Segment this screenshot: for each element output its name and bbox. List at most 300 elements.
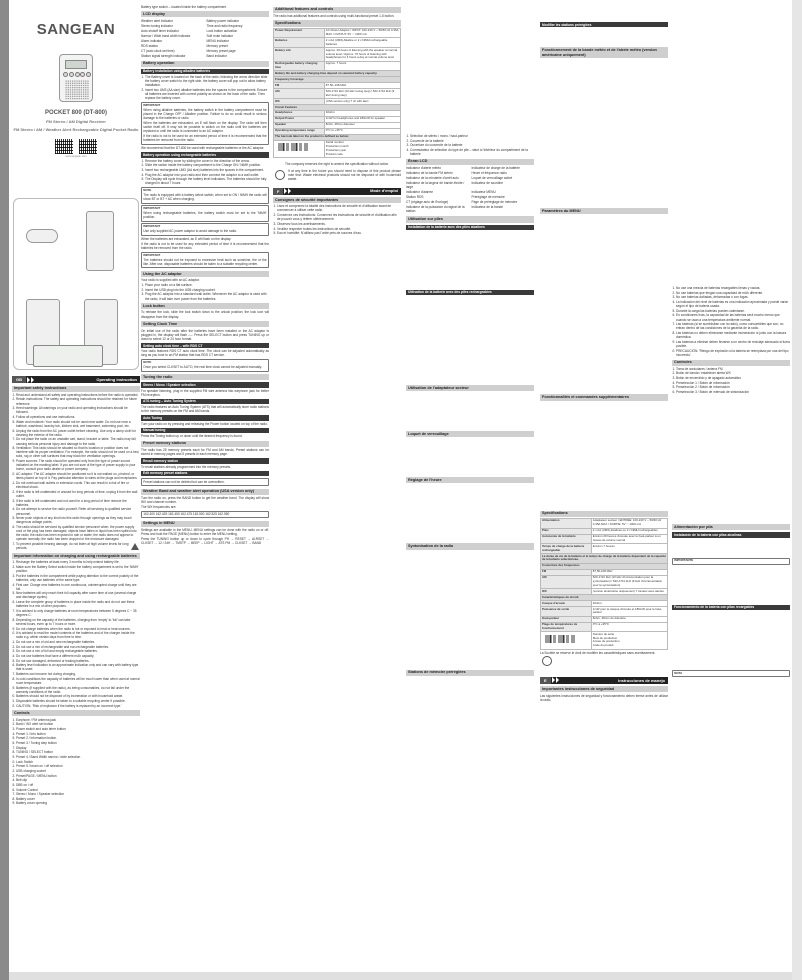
paragraph: The WX frequencies are:	[141, 505, 177, 510]
list-item: 2. Insert the USB plug into the USB charging socket.	[145, 288, 269, 292]
table-row: Alimentation Adaptateur secteur / ENTRÉE: 100-240 V ~ 50/60 Hz 0,35A MAX / SORTIE: 5V ⎓ 1000 mA	[541, 518, 668, 528]
section-title-fr-lock: Loquet de verrouillage	[406, 431, 534, 437]
list-item: 2. Insert two UM3 (AA size) alkaline batteries into the spaces in the compartment. Ensure all batteries are inserted with correct polarity as shown on the back of the radio. Then replace the battery cover.	[145, 88, 269, 100]
radio-product-image	[59, 54, 93, 102]
note-text: The radio is equipped with a battery select switch; when set to ON / NiMH the radio will show BT or BT + AC when charging.	[143, 193, 267, 202]
list-item: 18. Battery cover	[16, 797, 140, 801]
weee-recycling-icon	[275, 170, 285, 180]
paragraph: Your radio is supplied with an AC adaptor.	[141, 278, 200, 283]
list-item: 8. Ventilation: This radio should be situated so that its location or position does not interfere with its proper ventilation. For example, the radio should not be used on a bed, sofa, rug or other soft surfaces that may block the ventilation openings.	[16, 446, 140, 458]
list-item: Indicateur de la bande FM stéréo	[406, 171, 453, 176]
table-row: Puissance de sortie 1mW pour le casque d'écoute et 180mW pour le haut-parleur	[541, 606, 668, 616]
radio-top-view-icon	[26, 229, 58, 243]
list-item: Indicateur d'alerte météo	[406, 166, 441, 171]
list-item: Page de préréglage de mémoire	[471, 200, 518, 205]
barcode-part: Production year	[325, 147, 347, 152]
list-item: 3. Observez tous les avertissements.	[277, 222, 401, 226]
list-item: 7. Las baterías (si se suministran con la radio), como consumibles que son, no entran dentro de las condiciones de la garantía de la radio.	[676, 322, 790, 330]
list-item: 20. Batteries should not be disposed of by incineration or with household waste.	[16, 694, 140, 698]
list-item: 22. CAUTION: 'Risk of explosion if the battery is replaced by an incorrect type.'	[16, 704, 140, 708]
list-item: Station signal strength indicator	[141, 53, 186, 58]
barcode-part: Mois de production	[592, 635, 618, 640]
list-item: 8. TUNING / SELECT button	[16, 750, 140, 754]
list-item: 1. Toma de auriculares / antena FM	[676, 367, 790, 371]
list-item: Soft mute indicator	[206, 33, 234, 38]
controls-item-20: Battery type switch – located inside the battery compartment	[141, 4, 227, 9]
table-row: The barcode label on the product is defined as below:	[274, 134, 401, 140]
table-row: Power Requirement AC Power Adaptor / INPUT: 100-240 V ~ 50/60 Hz 0.35A MAX / OUTPUT: 5V ⎓ 1000 mA	[275, 28, 399, 37]
section-title-fr-tuning: Syntonisation de la radio	[406, 543, 534, 549]
section-title-fr-lcd: Écran LCD	[406, 159, 534, 165]
note-label: NOTE	[143, 187, 152, 192]
table-row: AM 520-1710 kHz (10 kHz tuning step) / 522-1710 kHz (9 kHz tuning step)	[274, 89, 401, 99]
section-title-fr-additional: Fonctionnalités et commandes supplémentaires	[540, 394, 668, 400]
column-4	[406, 4, 534, 974]
paragraph: Turn your radio on by pressing and releasing the Power button located on top of the radio.	[141, 421, 268, 426]
section-title-tuning: Tuning the radio	[141, 374, 269, 380]
chevron-right-icon	[288, 188, 291, 194]
list-item: Narrow / Wide band width indicator	[141, 33, 191, 38]
fr-specifications-table	[540, 518, 668, 650]
section-title-lock: Lock button	[141, 303, 269, 309]
list-item: 10. It is advised to read the model contents of the batteries and of the charger inside the radio e.g. within certain days from time to time.	[16, 631, 140, 639]
list-item: 4. Veuillez respecter toutes les instructions de sécurité.	[277, 227, 401, 231]
table-row: Operating temperature range 0°C to +35°C	[274, 128, 401, 134]
paragraph: To release the lock, slide the lock switch down to the unlock position; the lock icon will disappear from the display.	[141, 310, 269, 319]
barcode-part: Code du produit	[592, 643, 614, 648]
list-item: 17. Stereo / Mono / Speaker selection	[16, 792, 140, 796]
note-label: NOTE	[143, 359, 152, 364]
subsection-ats: ATS tuning – Auto Tuning System	[141, 399, 269, 404]
barcode-icon	[278, 143, 308, 151]
list-item: 9. Do not charge batteries when the radio is hot or exposed to heat or heat sources.	[16, 627, 140, 631]
fr-lcd-indicator-list	[406, 166, 534, 214]
table-row: Output Power 1mW for headphones and 180mW for speaker	[274, 116, 401, 122]
list-item: 13. Preset/PAGE / MENU button	[16, 774, 140, 778]
cover-panel	[12, 0, 140, 195]
language-title: Mode d'emploi	[370, 188, 398, 194]
section-title-fr-presets: Stations de mémoire préréglées	[406, 670, 534, 676]
list-item: 3. Heed warnings: All warnings on your radio and operating instructions should be followed.	[16, 406, 140, 414]
list-item: Loquet de verrouillage activé	[471, 176, 513, 181]
section-title-battery: Battery operation	[141, 61, 269, 67]
right-margin-bar	[792, 0, 802, 980]
subsection-rds-ct: Setting auto clock time – with RDS CT	[141, 343, 269, 348]
section-title-controls: Controls	[12, 710, 140, 716]
list-item: 7. Do not place the radio on an unstable cart, stand, bracket or table. The radio may fall, causing serious personal injury and damage to the radio.	[16, 437, 140, 445]
list-item: 6. Preset 3 / Tuning step button	[16, 741, 140, 745]
list-item: 1. Sélection de stéréo / mono / haut-parleur	[410, 134, 534, 138]
note-label: NOTA	[674, 670, 683, 675]
subsection-fr-alkaline: Installation de la batterie avec des piles alcalines	[406, 225, 534, 230]
list-item: 14. Belt clip	[16, 778, 140, 782]
ac-steps	[141, 283, 269, 301]
list-item: 12. USB charging socket	[16, 769, 140, 773]
list-item: 2. Botón de banda / establecer alerta WX	[676, 371, 790, 375]
table-row	[541, 632, 668, 649]
table-row: Autonomie de la batterie Environ 29 heures d'écoute avec le haut-parleur à un niveau de volume normal	[541, 534, 668, 544]
section-title-fr-battery: Utilisation sur piles	[406, 216, 534, 222]
list-item: 13. If the radio is left unattended and not used for a long period of time remove the batteries.	[16, 499, 140, 507]
model-name: POCKET 800 (DT-800)	[44, 109, 108, 116]
chevron-right-icon	[552, 677, 555, 683]
list-item: 17. To prevent possible hearing damage, do not listen at high volume levels for long periods.	[16, 542, 140, 550]
paragraph: Settings are available in the MENU. MENU settings can be done with the radio on or off. Press and hold the PAGE (MENU) button to enter the MENU setting.	[141, 528, 269, 537]
table-row: FM 87,50-108 MHz	[541, 569, 668, 575]
list-item: Memory preset page	[206, 48, 236, 53]
important-box	[141, 252, 269, 269]
rechargeable-steps	[141, 159, 269, 186]
charging-list	[12, 560, 140, 708]
list-item: 12. If the radio is left unattended or unused for long periods of time, unplug it from the wall outlet.	[16, 490, 140, 498]
paragraph: Press the Tuning button up or down until the desired frequency is found.	[141, 434, 243, 439]
fr-safety-list	[273, 204, 401, 235]
important-label: IMPORTANT	[143, 102, 161, 107]
section-title-menu: Settings in MENU	[141, 521, 269, 527]
list-item: 3. Ouverture du couvercle de la batterie	[410, 143, 534, 147]
list-item: 3. Plug the AC adaptor into a standard wall outlet. Whenever the AC adaptor is used with the radio, it will take over power from the batteries.	[145, 292, 269, 300]
list-item: 9. Las baterías a eliminar deben llevarse a un centro de reciclaje adecuado si fuera posible.	[676, 340, 790, 348]
list-item: 2. Slide the switch inside the battery compartment to the Charge ON / NiMH position.	[145, 163, 269, 167]
language-tag: GB	[12, 376, 26, 383]
list-item: 7. Display	[16, 746, 140, 750]
reserve-notice: La Société se réserve le droit de modifier les caractéristiques sans avertissement.	[540, 650, 656, 655]
subsection-fr-edit-presets: Modifier les stations préréglées	[540, 22, 668, 27]
barcode-icon	[545, 635, 575, 643]
left-margin-bar	[0, 0, 9, 980]
list-item: 12. Do not use a mix of rechargeable and non-rechargeable batteries.	[16, 645, 140, 649]
important-label: IMPORTANT	[143, 205, 161, 210]
table-row: Speaker 8ohm, 28mm diameter	[274, 122, 401, 128]
list-item: CT (auto clock set time)	[141, 48, 175, 53]
lcd-display-diagram	[33, 345, 103, 367]
list-item: 6. Leave the complete group of batteries in place inside the radio and do not use these batteries in a mix of other purposes.	[16, 600, 140, 608]
list-item: 9. Power sources: The radio should be operated only from the type of power source indicated on the marking label. If you are not sure of the type of power supply to your home, consult your radio dealer or power company.	[16, 459, 140, 471]
paragraph: The radio features an Auto Tuning System (ATS) that will automatically store radio stations to the memory presets on the FM and AM bands.	[141, 405, 269, 414]
table-row: WX (version américaine uniquement) 7 canaux avec alertes	[541, 589, 668, 595]
list-item: 2. Couvercle de la batterie	[410, 139, 534, 143]
list-item: 13. Do not use a mix of full and empty rechargeable batteries.	[16, 649, 140, 653]
column-1	[12, 373, 140, 806]
barcode-part: Serial number	[325, 140, 344, 145]
important-box	[141, 205, 269, 222]
list-item: Band indicator	[206, 53, 227, 58]
chevron-right-icon	[284, 188, 287, 194]
cover-subtitle-2: FM Stereo / AM / Weather Alert Rechargeable Digital Pocket Radio	[13, 127, 139, 133]
list-item: 18. In cold conditions the capacity of batteries will be much lower than when used at normal room temperature.	[16, 677, 140, 685]
list-item: 16. Volume Control	[16, 788, 140, 792]
section-title-safety: Important safety instructions	[12, 386, 140, 392]
list-item: Préréglage de mémoire	[471, 195, 505, 200]
barcode-part: Product code	[325, 151, 343, 156]
alkaline-steps	[141, 75, 269, 100]
list-item: 6. Preselección 3 / Botón de intervalo de sintonización	[676, 390, 790, 394]
note-text: When using alkaline batteries, the battery switch in the battery compartment must be placed in the Charge OFF / Alkaline position. Failure to do so could result in serious damage to the batteries or radio.	[143, 107, 267, 121]
barcode-part: Année de production	[592, 639, 620, 644]
list-item: 1. Lisez et comprenez la totalité des instructions de sécurité et d'utilisation avant de commencer à utiliser cette radio.	[277, 204, 401, 212]
table-row: Haut-parleur 8ohm, 28mm de diamètre	[541, 616, 668, 622]
section-title-specifications: Specifications	[273, 20, 401, 26]
table-row: Headphones 32ohm	[274, 110, 401, 116]
section-title-lcd: LCD display	[141, 11, 269, 17]
section-title-es-battery: Alimentación por pila	[672, 524, 790, 530]
controls-list	[12, 718, 140, 806]
table-row: Piles 2 x AA (UM3) alcalines ou 2 x NiMH rechargeables	[541, 528, 668, 534]
subsection-auto-tuning: Auto Tuning	[141, 415, 269, 420]
list-item: MENU indicator	[206, 38, 229, 43]
chevron-right-icon	[27, 377, 30, 383]
important-box	[672, 558, 790, 565]
list-item: 11. Do not overload wall outlets or extension cords. This can result in a risk of fire or electrical shock.	[16, 481, 140, 489]
wx-channel-table: 162.400 162.425 162.450 162.475 162.500 162.525 162.550	[141, 511, 269, 519]
section-title-fr-ac: Utilisation de l'adaptateur secteur	[406, 385, 534, 391]
column-2	[141, 4, 269, 974]
list-item: 5. Preselección 2 / Botón de información	[676, 385, 790, 389]
list-item: 2. Conservez ces instructions: Conservez les instructions de sécurité et d'utilisation afin de pouvoir vous y référer ultérieurement.	[277, 213, 401, 221]
table-row: AM 520-1710 kHz (10 kHz d'incrémentation pour la syntonisation) / 522-1710 kHz (9 kHz d'incrémentation pour la syntonisation)	[541, 575, 668, 588]
table-row: Battery life and battery charging time depend on selected battery capacity.	[274, 71, 401, 77]
table-row: Temps de charge de la batterie rechargeable Environ 7 heures	[541, 544, 668, 554]
list-item: 4. La indicación del nivel de baterías es una indicación aproximada y puede variar según el tipo de batería usada.	[676, 300, 790, 308]
qr-code-icon[interactable]	[55, 139, 73, 154]
subsection-alkaline: Battery installation using alkaline batteries	[141, 69, 269, 74]
paragraph: Your radio features RDS CT auto clock time. The clock can be adjusted automatically as long as you tune to an FM station that has RDS CT service.	[141, 349, 269, 358]
subsection-manual-tuning: Manual tuning	[141, 428, 269, 433]
list-item: 1. The Battery cover is located on the back of the radio; following the arrow direction slide the battery cover switch to the right side, the battery cover will pop out to allow battery installation.	[145, 75, 269, 87]
note-text: When using rechargeable batteries, the battery switch must be set to the 'NiMH' position.	[143, 211, 267, 220]
table-row: Circuit Features	[274, 104, 401, 110]
list-item: 11. Preset 5 / beam on / off selection	[16, 764, 140, 768]
important-box	[141, 102, 269, 145]
subsection-es-alkaline: Instalación de la batería con pilas alcalinas	[672, 532, 790, 537]
list-item: 6. En condiciones frías, la capacidad de las baterías será mucho menor que cuando se usan a una temperatura ambiente normal.	[676, 313, 790, 321]
list-item: 14. Do not attempt to service the radio yourself. Refer all servicing to qualified service personnel.	[16, 507, 140, 515]
column-6	[672, 4, 790, 974]
qr-code-icon[interactable]	[79, 139, 97, 154]
list-item: 15. Never push objects of any kind into this radio through openings as they may touch dangerous voltage points.	[16, 516, 140, 524]
list-item: 19. Batteries (if supplied with the radio), as being consumables, do not fall under the warranty conditions of the radio.	[16, 686, 140, 694]
list-item: 6. Unplug the radio from the AC power outlet before cleaning. Use only a damp cloth for cleaning the exterior of the radio.	[16, 429, 140, 437]
list-item: 1. Earphone / FM antenna jack	[16, 718, 140, 722]
radio-front-view-icon	[86, 211, 114, 271]
note-text: If the radio is not to be used for an extended period of time it is recommended that the batteries be removed from the radio.	[143, 134, 267, 143]
note-box	[672, 670, 790, 677]
list-item: Stereo tuning indicator	[141, 23, 173, 28]
list-item: Indicateur d'alarme	[406, 190, 434, 195]
list-item: 3. Put the batteries in the compartment while paying attention to the correct polarity of the batteries; only use batteries of the same type.	[16, 574, 140, 582]
list-item: 21. Disposable batteries should be taken to a suitable recycling center if possible.	[16, 699, 140, 703]
language-title: Instrucciones de manejo	[618, 677, 665, 683]
list-item: 7. It is advised to only charge batteries at room temperatures between 5 degrees C ~ 35 degrees C.	[16, 609, 140, 617]
list-item: 4. Follow all operations and use instructions.	[16, 415, 140, 419]
list-item: 15. DBB on / off	[16, 783, 140, 787]
paragraph: When the batteries are exhausted, an E will flash on the display.	[141, 237, 232, 242]
list-item: 4. Preset 1 / Info button	[16, 732, 140, 736]
list-item: 1. Read and understand all safety and operating instructions before the radio is operated.	[16, 393, 140, 397]
cover-subtitle-1: FM Stereo / AM Digital Receiver	[46, 119, 106, 125]
section-title-weather: Weather Band and weather alert operation (USA version only)	[141, 489, 269, 495]
language-title: Operating instruction	[96, 376, 137, 382]
important-label: IMPORTANT	[143, 223, 161, 228]
table-row: Plage de températures de fonctionnement 0°C à +35°C	[541, 622, 668, 632]
list-item: 15. Do not use damaged, deformed or leaking batteries.	[16, 659, 140, 663]
list-item: 3. Botón de encendido y de apagado automático	[676, 376, 790, 380]
list-item: Indicateur MENU	[471, 190, 496, 195]
list-item: 10. AC adaptor: The AC adaptor should be positioned so it is not walked on, pinched, or items placed on top of it. Pay particular attention to wires at the plugs and receptacles.	[16, 472, 140, 480]
table-row: Casque d'écoute 32ohm	[541, 600, 668, 606]
subsection-fr-rechargeable: Utilisation de la batterie avec des piles rechargeables	[406, 290, 534, 295]
table-row: Caractéristiques du circuit	[541, 595, 668, 601]
list-item: 2. Retain instructions: The safety and operating instructions should be retained for future reference.	[16, 397, 140, 405]
list-item: 16. The radio should be serviced by qualified service personnel when: the power supply cord or the plug has been damaged; objects have fallen or liquid has been spilled into the radio; the radio has been exposed to rain or water; the radio does not appear to operate normally; the radio has been dropped or the enclosure damaged.	[16, 525, 140, 542]
list-item: 17. Batteries can become hot during charging.	[16, 672, 140, 676]
paragraph: Las siguientes instrucciones de seguridad y funcionamiento deben leerse antes de utilizar la radio.	[540, 693, 668, 702]
note-text: Once you select CLKSET to AUTO, the real time clock cannot be adjusted manually.	[143, 365, 263, 370]
column-5	[540, 4, 668, 974]
reserve-notice: The company reserves the right to amend the specification without notice.	[284, 161, 389, 166]
barcode-part: Numéro de série	[592, 631, 615, 636]
paragraph: To recall stations already programmed into the memory presets.	[141, 464, 231, 469]
list-item: Indicateur de charge de la batterie	[471, 166, 520, 171]
list-item: 14. Do not use batteries that have a different mAh capacity.	[16, 654, 140, 658]
list-item: 1. Recharge the batteries at least every 3 months to help extend battery life.	[16, 560, 140, 564]
list-item: 19. Battery cover opening	[16, 801, 140, 805]
es-controls-list	[672, 367, 790, 394]
list-item: 2. No use baterías que tengan una capacidad de mAh diferente.	[676, 291, 790, 295]
list-item: 5. Durante la carga las baterías pueden calentarse.	[676, 309, 790, 313]
note-box	[141, 187, 269, 204]
fr-controls-extra	[406, 134, 534, 156]
list-item: 1. No use una mezcla de baterías recargables llenas y vacías.	[676, 286, 790, 290]
list-item: Indicateur de la minuterie d'arrêt auto	[406, 176, 459, 181]
list-item: Memory preset	[206, 43, 228, 48]
column-3	[273, 4, 401, 974]
list-item: Indicateur de sourdine	[471, 181, 504, 186]
list-item: Heure et fréquence radio	[471, 171, 507, 176]
paragraph: Press the TUNING button up or down to cycle through PH → RESET → ALRSET → CLKSET → 12 / 24H → TMSTP → BEEP → LIGHT → ATS PM → CLKSET → BAND	[141, 536, 269, 546]
paragraph: On initial use of the radio after the batteries have been installed or the AC adaptor is plugged in, the display will flash -:--. Press the SELECT button and press TUNING up or down to select 12 or 24 hour format.	[141, 328, 269, 341]
warning-triangle-icon	[131, 543, 139, 550]
list-item: Indicateur de la bande	[471, 205, 504, 210]
list-item: 5. New batteries will only reach their full capacity after some time of use (several charge and discharge cycles).	[16, 591, 140, 599]
list-item: 3. Insert two rechargeable UM3 (AA size) batteries into the spaces in the compartment.	[145, 168, 269, 172]
list-item: Indicateur de la largeur de bande étroite / large	[406, 181, 465, 190]
list-item: 3. No use baterías dañadas, deformadas o con fugas.	[676, 295, 790, 299]
weee-notice: If at any time in the future you should need to dispose of this product please note that: Waste electrical products should not be disposed of with household waste.	[288, 169, 401, 182]
section-title-fr-menu: Paramètres du MENU	[540, 208, 668, 214]
list-item: CT (réglage auto de l'horloge)	[406, 200, 449, 205]
radio-preset-buttons-icon	[63, 72, 91, 77]
lcd-indicator-list	[141, 19, 269, 59]
paragraph: The radio has additional features and controls using multi-functional preset 1-5 button.	[273, 13, 395, 18]
weee-recycling-icon	[542, 656, 552, 666]
language-header-french	[273, 188, 401, 195]
table-row: Battery Life Approx. 29 hours of listening with the speaker at normal volume level / Approx. 70 hours of listening with headphones for 4 hours a day at normal volume level	[274, 48, 401, 61]
list-item: 2. Make sure the Battery Select switch inside the battery compartment is set to the 'NiMH' position.	[16, 565, 140, 573]
section-title-presets: Preset memory stations	[141, 441, 269, 447]
list-item: 10. Lock Switch	[16, 760, 140, 764]
table-row: Batteries 2 x AA (UM3) Alkaline or 2 x NiMH rechargeable batteries	[274, 38, 401, 48]
subsection-stereo: Stereo / Mono / Speaker selection	[141, 382, 269, 387]
note-box	[141, 359, 269, 371]
list-item: 9. Preset 4 / Band Width narrow / wide selection	[16, 755, 140, 759]
paragraph: The radio has 25 memory presets each for FM and AM bands. Preset stations can be stored in memory pages and 5 presets in each memory page.	[141, 448, 269, 457]
list-item: 16. Battery level indication is an approximate indication only and can vary with battery type that is used.	[16, 663, 140, 671]
list-item: 4. Plug the AC adaptor into your radio and then connect the adaptor to a wall outlet.	[145, 173, 269, 177]
table-row: Frequency Coverage	[274, 77, 401, 83]
important-box	[141, 223, 269, 235]
es-charging-list	[672, 286, 790, 357]
qr-codes	[12, 139, 140, 154]
table-row: Couverture des fréquences	[541, 563, 668, 569]
table-row: FM 87.50~108 MHz	[274, 83, 401, 89]
list-item: 11. Do not use a mix of old and new rechargeable batteries.	[16, 640, 140, 644]
section-title-additional: Additional features and controls	[273, 7, 401, 13]
list-item: 4. First use: Charge new batteries in one continuous, uninterrupted charge until they are full.	[16, 583, 140, 591]
section-title-fr-clock: Réglage de l'heure	[406, 477, 534, 483]
language-header-spanish	[540, 677, 668, 684]
list-item: 4. Commutateur de sélection du type de pile – situé à l'intérieur du compartiment de la batterie	[410, 148, 534, 156]
section-title-es-controls: Controles	[672, 360, 790, 366]
note-text: The batteries should not be exposed to excessive heat such as sunshine, fire or the like. After use, disposable batteries should be taken to a suitable recycling center.	[143, 257, 267, 267]
list-item: 2. Band / WX alert set button	[16, 722, 140, 726]
barcode-part: Production month	[325, 144, 349, 148]
table-row: Rechargeable battery charging time Approx. 7 hours	[274, 61, 401, 71]
paragraph: For speaker listening, plug in the supplied FM wire antenna into earphone jack for better FM reception.	[141, 388, 269, 397]
list-item: Alarm indicator	[141, 38, 163, 43]
important-label: IMPORTANT	[143, 252, 161, 257]
table-row: La durée de vie de la batterie et le temps de charge de la batterie dépendent de la capacité de la batterie sélectionnée.	[542, 553, 666, 562]
qr-caption: www.sangean.com	[65, 154, 87, 158]
table-row	[274, 140, 401, 157]
section-title-fr-safety: Consignes de sécurité importantes	[273, 197, 401, 203]
list-item: Lock button activation	[206, 28, 238, 33]
language-header-english	[12, 376, 140, 383]
section-title-es-safety: Importantes instrucciones de seguridad	[540, 686, 668, 692]
list-item: 1. Place your radio on a flat surface.	[145, 283, 269, 287]
list-item: RDS station	[141, 43, 159, 48]
list-item: Station RDS	[406, 195, 424, 200]
paragraph: Turn the radio on, press the BAND button to get the weather band. The display will show WX and channel number.	[141, 496, 269, 505]
subsection-recall: Recall memory station	[141, 458, 269, 463]
list-item: 4. Preselección 1 / Botón de información	[676, 381, 790, 385]
section-title-fr-weather: Fonctionnement de la bande météo et de l'alerte météo (version américaine uniquement)	[540, 47, 668, 58]
list-item: 8. Depending on the capacity of the batteries, charging from 'empty' to 'full' can take several hours, even up to 7 hours or more.	[16, 618, 140, 626]
list-item: 5. Water and moisture: Your radio should not be used near water. Do not use near a bathtub, washbowl, laundry tub, kitchen sink, wet basement, swimming pool, etc.	[16, 420, 140, 428]
note-text: Use only supplied AC power adaptor to avoid damage to the radio.	[143, 229, 238, 234]
paragraph: If the radio is not to be used for any extended period of time it is recommended that the batteries be removed from the radio.	[141, 242, 269, 251]
list-item: Time and radio frequency	[206, 23, 243, 28]
list-item: 5. Preset 2 / Information button	[16, 736, 140, 740]
language-tag: E	[540, 677, 551, 684]
specifications-table	[273, 28, 401, 158]
list-item: Battery power indicator	[206, 18, 240, 23]
list-item: 5. The Display will cycle through the battery level indicators. The batteries should be fully charged in about 7 hours.	[145, 177, 269, 185]
note-text: When the batteries are exhausted, an E will flash on the display. The radio will then switch itself off. It may not be possible to switch on the radio until the batteries are replaced or until the radio is connected to an AC adaptor.	[143, 120, 267, 134]
list-item: Auto shutoff timer indicator	[141, 28, 179, 33]
list-item: Indicateur de la puissance du signal de la station	[406, 205, 465, 214]
list-item: 5. Eau et humidité: N'utilisez pas l'unité près de sources d'eau.	[277, 231, 401, 235]
brand-logo: SANGEAN	[36, 21, 116, 38]
note-text: Preset stations can not be deleted but can be overwritten.	[143, 479, 225, 484]
subsection-rechargeable: Battery operation using rechargeable batteries	[141, 152, 269, 157]
section-title-ac-adaptor: Using the AC adaptor	[141, 271, 269, 277]
section-title-clock: Setting Clock Time	[141, 321, 269, 327]
note-box	[141, 478, 269, 487]
table-row: WX (USA version only) 7 ch with alert	[274, 98, 401, 104]
list-item: 10. PRECAUCIÓN: 'Riesgo de explosión si la batería se reemplaza por una del tipo incorrecto'.	[676, 349, 790, 357]
chevron-right-icon	[31, 377, 34, 383]
